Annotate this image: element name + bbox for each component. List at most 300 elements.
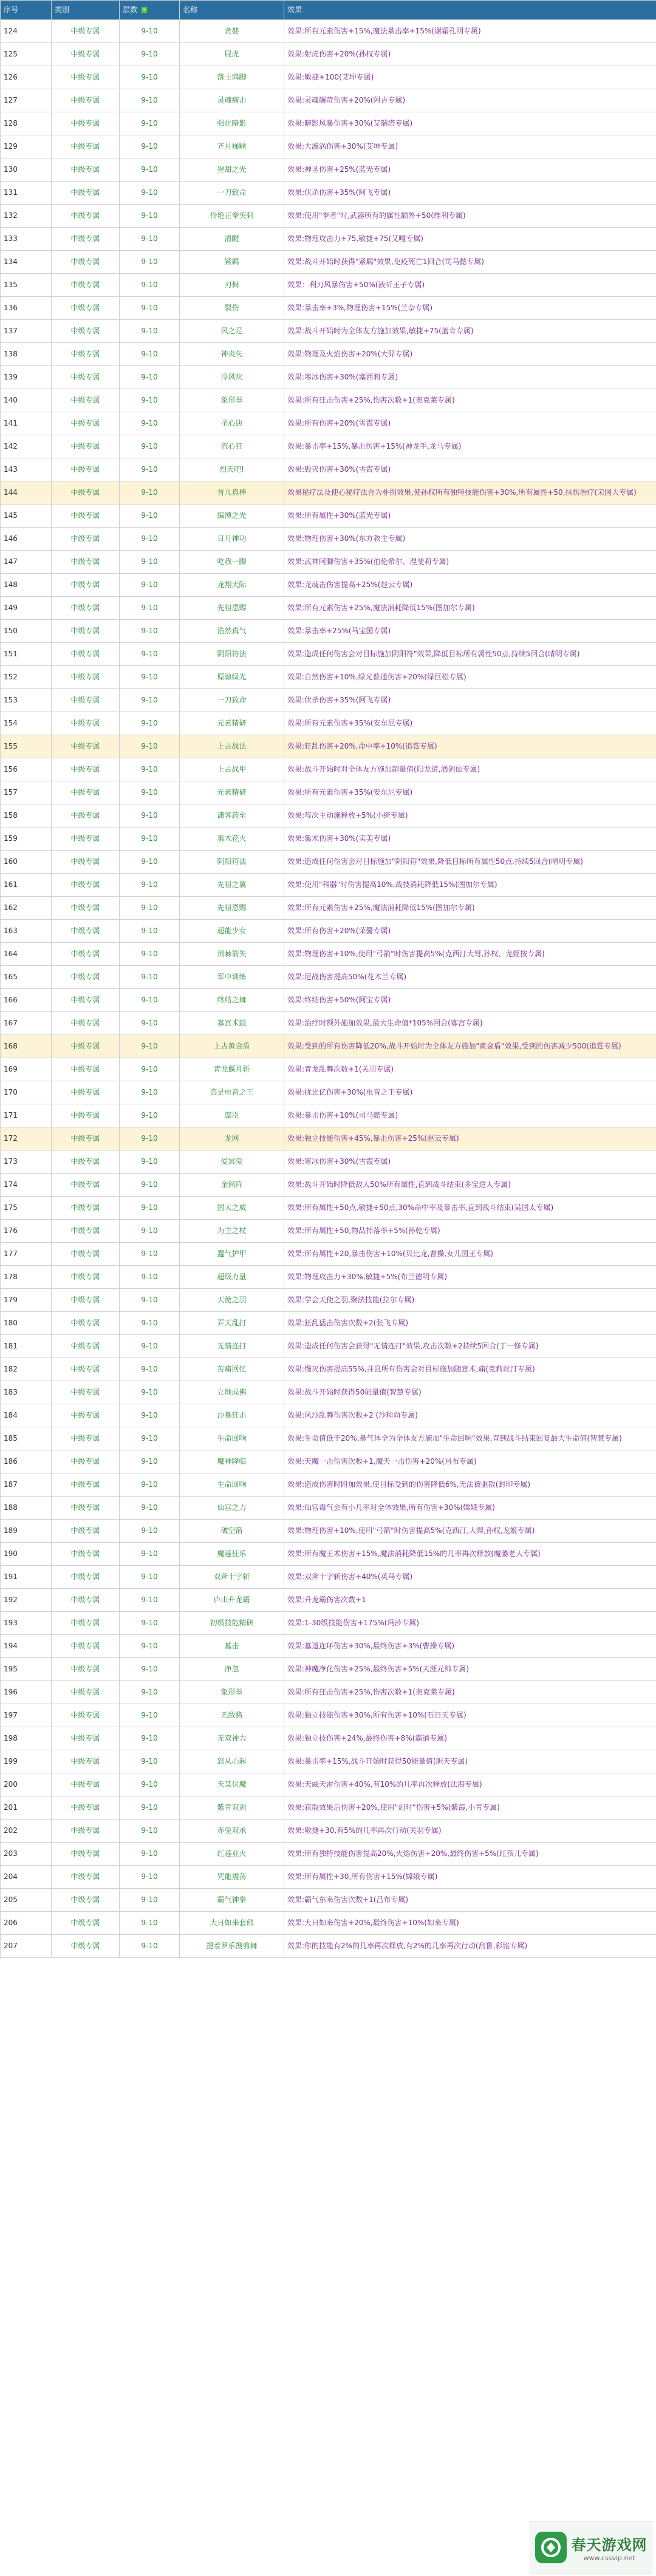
cell-category[interactable]: 中级专属 — [52, 712, 120, 735]
cell-no[interactable]: 157 — [1, 781, 52, 804]
cell-effect[interactable]: 效果:集术伤害+30%(实美专属) — [284, 828, 656, 851]
cell-category[interactable]: 中级专属 — [52, 528, 120, 551]
cell-level[interactable]: 9-10 — [120, 1889, 180, 1912]
table-row[interactable] — [1, 920, 656, 943]
cell-level[interactable]: 9-10 — [120, 1243, 180, 1266]
table-row[interactable] — [1, 689, 656, 712]
cell-no[interactable]: 135 — [1, 274, 52, 297]
cell-category[interactable]: 中级专属 — [52, 274, 120, 297]
cell-no[interactable]: 177 — [1, 1243, 52, 1266]
cell-no[interactable]: 138 — [1, 343, 52, 366]
cell-effect[interactable]: 效果:伏杀伤害+35%(阿飞专属) — [284, 182, 656, 205]
cell-name[interactable]: 屁虎 — [180, 43, 284, 66]
cell-category[interactable]: 中级专属 — [52, 1589, 120, 1612]
cell-level[interactable]: 9-10 — [120, 458, 180, 481]
cell-no[interactable]: 141 — [1, 412, 52, 435]
table-row[interactable] — [1, 666, 656, 689]
cell-effect[interactable]: 效果:使用"科器"时伤害提高10%,战技消耗降低15%(图加尔专属) — [284, 874, 656, 897]
cell-name[interactable]: 先祖之翼 — [180, 874, 284, 897]
cell-name[interactable]: 清醒 — [180, 228, 284, 251]
table-row[interactable] — [1, 1450, 656, 1473]
cell-name[interactable]: 先祖恩赐 — [180, 597, 284, 620]
cell-no[interactable]: 153 — [1, 689, 52, 712]
cell-no[interactable]: 178 — [1, 1266, 52, 1289]
cell-effect[interactable]: 效果:1-30级技能伤害+175%(玛莎专属) — [284, 1612, 656, 1635]
cell-category[interactable]: 中级专属 — [52, 135, 120, 158]
cell-name[interactable]: 上古战法 — [180, 735, 284, 758]
cell-effect[interactable]: 效果:暴击伤害+10%(司马懿专属) — [284, 1104, 656, 1127]
table-row[interactable] — [1, 1612, 656, 1635]
cell-level[interactable]: 9-10 — [120, 989, 180, 1012]
cell-category[interactable]: 中级专属 — [52, 1266, 120, 1289]
cell-category[interactable]: 中级专属 — [52, 920, 120, 943]
cell-effect[interactable]: 效果:造成任何伤害会对目标施加阴阳符"效果,降低目标所有属性50点,持续5回合(晴明专属) — [284, 643, 656, 666]
cell-effect[interactable]: 效果:独立技伤害+24%,最终伤害+8%(霸道专属) — [284, 1727, 656, 1750]
cell-effect[interactable]: 效果:造成任何伤害会对目标施加"阴阳符"效果,降低目标所有属性50点,持续5回合(晴明专属) — [284, 851, 656, 874]
cell-level[interactable]: 9-10 — [120, 1935, 180, 1958]
cell-effect[interactable]: 效果:所有伤害+20%(荣馨专属) — [284, 920, 656, 943]
cell-level[interactable]: 9-10 — [120, 1612, 180, 1635]
cell-no[interactable]: 143 — [1, 458, 52, 481]
cell-level[interactable]: 9-10 — [120, 205, 180, 228]
cell-no[interactable]: 129 — [1, 135, 52, 158]
table-row[interactable] — [1, 389, 656, 412]
cell-category[interactable]: 中级专属 — [52, 1727, 120, 1750]
cell-effect[interactable]: 效果:暴击率+15%,暴击伤害+15%(神龙手,龙马专属) — [284, 435, 656, 458]
cell-level[interactable]: 9-10 — [120, 343, 180, 366]
table-row[interactable] — [1, 1358, 656, 1381]
table-row[interactable] — [1, 89, 656, 112]
cell-level[interactable]: 9-10 — [120, 1035, 180, 1058]
cell-name[interactable]: 超级力量 — [180, 1266, 284, 1289]
cell-no[interactable]: 168 — [1, 1035, 52, 1058]
cell-category[interactable]: 中级专属 — [52, 1681, 120, 1704]
cell-effect[interactable]: 效果:独立技能伤害+45%,暴击伤害+25%(赵云专属) — [284, 1127, 656, 1150]
cell-no[interactable]: 189 — [1, 1520, 52, 1543]
cell-name[interactable]: 一刀致命 — [180, 689, 284, 712]
table-row[interactable] — [1, 1681, 656, 1704]
cell-no[interactable]: 136 — [1, 297, 52, 320]
cell-effect[interactable]: 效果:战斗开始时降低敌人50%所有属性,直到战斗结束(多宝道人专属) — [284, 1174, 656, 1197]
cell-effect[interactable]: 效果：利刃风暴伤害+50%(液听王子专属) — [284, 274, 656, 297]
table-row[interactable] — [1, 20, 656, 43]
cell-category[interactable]: 中级专属 — [52, 112, 120, 135]
cell-no[interactable]: 145 — [1, 505, 52, 528]
cell-category[interactable]: 中级专属 — [52, 1912, 120, 1935]
cell-category[interactable]: 中级专属 — [52, 1127, 120, 1150]
table-row[interactable] — [1, 412, 656, 435]
table-row[interactable] — [1, 712, 656, 735]
cell-effect[interactable]: 效果:天威天雷伤害+40%,有10%的几率再次释放(法海专属) — [284, 1773, 656, 1796]
table-row[interactable] — [1, 135, 656, 158]
cell-level[interactable]: 9-10 — [120, 182, 180, 205]
cell-name[interactable]: 元素精研 — [180, 781, 284, 804]
cell-effect[interactable]: 效果:学会天使之羽,聚法技能(拉尔专属) — [284, 1289, 656, 1312]
cell-no[interactable]: 184 — [1, 1404, 52, 1427]
cell-category[interactable]: 中级专属 — [52, 735, 120, 758]
cell-level[interactable]: 9-10 — [120, 828, 180, 851]
cell-effect[interactable]: 效果:所有伤害+20%(雪霞专属) — [284, 412, 656, 435]
cell-level[interactable]: 9-10 — [120, 66, 180, 89]
cell-name[interactable]: 仙宫之力 — [180, 1497, 284, 1520]
cell-effect[interactable]: 效果:敏捷+30,有5%的几率再次行动(关羽专属) — [284, 1820, 656, 1843]
cell-level[interactable]: 9-10 — [120, 112, 180, 135]
header-no[interactable]: 序号 — [1, 1, 52, 20]
cell-name[interactable]: 生命回响 — [180, 1427, 284, 1450]
cell-name[interactable]: 国太之威 — [180, 1197, 284, 1220]
cell-name[interactable]: 落士鸿脚 — [180, 66, 284, 89]
cell-no[interactable]: 127 — [1, 89, 52, 112]
table-row[interactable] — [1, 781, 656, 804]
table-row[interactable] — [1, 1543, 656, 1566]
cell-name[interactable]: 强化暗影 — [180, 112, 284, 135]
cell-no[interactable]: 175 — [1, 1197, 52, 1220]
cell-level[interactable]: 9-10 — [120, 1012, 180, 1035]
cell-effect[interactable]: 效果:大日如来伤害+20%,最终伤害+10%(如来专属) — [284, 1912, 656, 1935]
cell-category[interactable]: 中级专属 — [52, 1035, 120, 1058]
cell-name[interactable]: 龙翔天际 — [180, 574, 284, 597]
cell-category[interactable]: 中级专属 — [52, 1243, 120, 1266]
cell-no[interactable]: 161 — [1, 874, 52, 897]
cell-no[interactable]: 201 — [1, 1796, 52, 1820]
cell-name[interactable]: 为主之杖 — [180, 1220, 284, 1243]
cell-level[interactable]: 9-10 — [120, 1127, 180, 1150]
table-row[interactable] — [1, 620, 656, 643]
cell-no[interactable]: 196 — [1, 1681, 52, 1704]
cell-level[interactable]: 9-10 — [120, 1497, 180, 1520]
cell-effect[interactable]: 效果:所有狂击伤害+25%,伤害次数+1(奥克莱专属) — [284, 389, 656, 412]
cell-level[interactable]: 9-10 — [120, 1473, 180, 1497]
cell-category[interactable]: 中级专属 — [52, 1174, 120, 1197]
cell-effect[interactable]: 效果:战斗开始时获得50能量值(智慧专属) — [284, 1381, 656, 1404]
cell-effect[interactable]: 效果:你的技能有2%的几率再次释放,有2%的几率再次行动(刮鲁,彩铭专属) — [284, 1935, 656, 1958]
cell-effect[interactable]: 效果:所有元素伤害+25%,魔法消耗降低15%(图加尔专属) — [284, 597, 656, 620]
cell-effect[interactable]: 效果:伏杀伤害+35%(阿飞专属) — [284, 689, 656, 712]
cell-level[interactable]: 9-10 — [120, 135, 180, 158]
cell-no[interactable]: 204 — [1, 1866, 52, 1889]
cell-level[interactable]: 9-10 — [120, 1266, 180, 1289]
cell-name[interactable]: 谋臣 — [180, 1104, 284, 1127]
cell-no[interactable]: 195 — [1, 1658, 52, 1681]
cell-level[interactable]: 9-10 — [120, 1289, 180, 1312]
cell-level[interactable]: 9-10 — [120, 20, 180, 43]
cell-no[interactable]: 171 — [1, 1104, 52, 1127]
cell-effect[interactable]: 效果:所有元素伤害+25%,魔法消耗降低15%(图加尔专属) — [284, 897, 656, 920]
cell-name[interactable]: 元素精研 — [180, 712, 284, 735]
table-row[interactable] — [1, 320, 656, 343]
cell-effect[interactable]: 效果:敏捷+100(艾坤专属) — [284, 66, 656, 89]
cell-effect[interactable]: 效果:物理及火焰伤害+20%(大羿专属) — [284, 343, 656, 366]
cell-no[interactable]: 158 — [1, 804, 52, 828]
cell-no[interactable]: 173 — [1, 1150, 52, 1174]
cell-name[interactable]: 终结之舞 — [180, 989, 284, 1012]
cell-category[interactable]: 中级专属 — [52, 1427, 120, 1450]
cell-level[interactable]: 9-10 — [120, 666, 180, 689]
table-row[interactable] — [1, 1058, 656, 1081]
cell-no[interactable]: 162 — [1, 897, 52, 920]
table-row[interactable] — [1, 1012, 656, 1035]
table-row[interactable] — [1, 505, 656, 528]
cell-name[interactable]: 沙暴狂击 — [180, 1404, 284, 1427]
cell-category[interactable]: 中级专属 — [52, 851, 120, 874]
header-category[interactable]: 类别 — [52, 1, 120, 20]
cell-level[interactable]: 9-10 — [120, 389, 180, 412]
cell-level[interactable]: 9-10 — [120, 712, 180, 735]
cell-name[interactable]: 吃我一脚 — [180, 551, 284, 574]
cell-category[interactable]: 中级专属 — [52, 158, 120, 182]
table-row[interactable] — [1, 1796, 656, 1820]
cell-no[interactable]: 134 — [1, 251, 52, 274]
cell-no[interactable]: 142 — [1, 435, 52, 458]
cell-name[interactable]: 寡宫术鼓 — [180, 1012, 284, 1035]
cell-effect[interactable]: 效果:所有元素伤害+35%(安东尼专属) — [284, 712, 656, 735]
cell-no[interactable]: 128 — [1, 112, 52, 135]
cell-no[interactable]: 179 — [1, 1289, 52, 1312]
cell-name[interactable]: 贪婪 — [180, 20, 284, 43]
cell-name[interactable]: 生命回响 — [180, 1473, 284, 1497]
cell-effect[interactable]: 效果:战斗开始时获得"紧羁"效果,免疫死亡1回合(司马懿专属) — [284, 251, 656, 274]
cell-no[interactable]: 139 — [1, 366, 52, 389]
cell-level[interactable]: 9-10 — [120, 1866, 180, 1889]
cell-name[interactable]: 阴阳符法 — [180, 851, 284, 874]
table-row[interactable] — [1, 1566, 656, 1589]
cell-category[interactable]: 中级专属 — [52, 1220, 120, 1243]
cell-no[interactable]: 183 — [1, 1381, 52, 1404]
cell-name[interactable]: 刃舞 — [180, 274, 284, 297]
cell-level[interactable]: 9-10 — [120, 1912, 180, 1935]
table-row[interactable] — [1, 966, 656, 989]
cell-name[interactable]: 破空箭 — [180, 1520, 284, 1543]
cell-name[interactable]: 紧羁 — [180, 251, 284, 274]
cell-category[interactable]: 中级专属 — [52, 435, 120, 458]
cell-name[interactable]: 圣心诀 — [180, 412, 284, 435]
cell-effect[interactable]: 效果:所有属性+20,暴击伤害+10%(贝比龙,曹操,女儿国王专属) — [284, 1243, 656, 1266]
cell-level[interactable]: 9-10 — [120, 1081, 180, 1104]
cell-category[interactable]: 中级专属 — [52, 251, 120, 274]
cell-effect[interactable]: 效果:物理攻击力+75,敏捷+75(艾嘎专属) — [284, 228, 656, 251]
cell-no[interactable]: 185 — [1, 1427, 52, 1450]
cell-effect[interactable]: 效果:所有属性+50,物品掉落率+5%(孙乾专属) — [284, 1220, 656, 1243]
cell-level[interactable]: 9-10 — [120, 1197, 180, 1220]
cell-effect[interactable]: 效果:墓道连环伤害+30%,最终伤害+3%(曹操专属) — [284, 1635, 656, 1658]
cell-name[interactable]: 裂伤 — [180, 297, 284, 320]
cell-level[interactable]: 9-10 — [120, 1427, 180, 1450]
cell-level[interactable]: 9-10 — [120, 851, 180, 874]
cell-category[interactable]: 中级专属 — [52, 1889, 120, 1912]
cell-effect[interactable]: 效果:寒冰伤害+30%(雪霞专属) — [284, 1150, 656, 1174]
header-effect[interactable]: 效果 — [284, 1, 656, 20]
cell-category[interactable]: 中级专属 — [52, 505, 120, 528]
cell-no[interactable]: 197 — [1, 1704, 52, 1727]
cell-no[interactable]: 174 — [1, 1174, 52, 1197]
table-row[interactable] — [1, 1704, 656, 1727]
cell-no[interactable]: 126 — [1, 66, 52, 89]
cell-category[interactable]: 中级专属 — [52, 1566, 120, 1589]
table-row[interactable] — [1, 758, 656, 781]
table-row[interactable] — [1, 458, 656, 481]
table-row[interactable] — [1, 435, 656, 458]
cell-no[interactable]: 147 — [1, 551, 52, 574]
cell-effect[interactable]: 效果:慢灭伤害提高55%,并且所有伤害会对目标施加随意术,痛(克莉丝汀专属) — [284, 1358, 656, 1381]
cell-no[interactable]: 186 — [1, 1450, 52, 1473]
cell-category[interactable]: 中级专属 — [52, 297, 120, 320]
cell-name[interactable]: 象形拳 — [180, 1681, 284, 1704]
cell-level[interactable]: 9-10 — [120, 1773, 180, 1796]
cell-no[interactable]: 146 — [1, 528, 52, 551]
cell-name[interactable]: 无双神力 — [180, 1727, 284, 1750]
table-row[interactable] — [1, 1220, 656, 1243]
cell-effect[interactable]: 效果:物理攻击力+30%,敏捷+5%(布兰德明专属) — [284, 1266, 656, 1289]
header-level[interactable] — [120, 1, 180, 20]
cell-category[interactable]: 中级专属 — [52, 1381, 120, 1404]
cell-category[interactable]: 中级专属 — [52, 943, 120, 966]
table-row[interactable] — [1, 1866, 656, 1889]
cell-level[interactable]: 9-10 — [120, 1681, 180, 1704]
cell-effect[interactable]: 效果:战斗开始时为全体友方施加效果,敏捷+75(蓝肯专属) — [284, 320, 656, 343]
table-row[interactable] — [1, 1727, 656, 1750]
cell-category[interactable]: 中级专属 — [52, 758, 120, 781]
cell-category[interactable]: 中级专属 — [52, 389, 120, 412]
cell-no[interactable]: 132 — [1, 205, 52, 228]
cell-category[interactable]: 中级专属 — [52, 1704, 120, 1727]
cell-category[interactable]: 中级专属 — [52, 1612, 120, 1635]
cell-no[interactable]: 192 — [1, 1589, 52, 1612]
cell-level[interactable]: 9-10 — [120, 228, 180, 251]
cell-name[interactable]: 青龙偃月斩 — [180, 1058, 284, 1081]
cell-level[interactable]: 9-10 — [120, 274, 180, 297]
cell-level[interactable]: 9-10 — [120, 1312, 180, 1335]
cell-effect[interactable]: 效果:所有属性+30,所有伤害+15%(嫦娥专属) — [284, 1866, 656, 1889]
cell-no[interactable]: 172 — [1, 1127, 52, 1150]
cell-effect[interactable]: 效果:战斗开始时对全体友方施加超量值(阳龙道,酒剑仙专属) — [284, 758, 656, 781]
cell-category[interactable]: 中级专属 — [52, 1658, 120, 1681]
table-row[interactable] — [1, 182, 656, 205]
cell-category[interactable]: 中级专属 — [52, 1450, 120, 1473]
table-row[interactable] — [1, 251, 656, 274]
table-row[interactable] — [1, 1404, 656, 1427]
cell-level[interactable]: 9-10 — [120, 758, 180, 781]
table-row[interactable] — [1, 1473, 656, 1497]
table-row[interactable] — [1, 1635, 656, 1658]
cell-name[interactable]: 齐月梯颗 — [180, 135, 284, 158]
table-row[interactable] — [1, 1427, 656, 1450]
cell-category[interactable]: 中级专属 — [52, 1335, 120, 1358]
cell-no[interactable]: 181 — [1, 1335, 52, 1358]
cell-name[interactable]: 大日如来套佛 — [180, 1912, 284, 1935]
cell-no[interactable]: 167 — [1, 1012, 52, 1035]
cell-name[interactable]: 一刀致命 — [180, 182, 284, 205]
cell-level[interactable]: 9-10 — [120, 874, 180, 897]
cell-effect[interactable]: 效果:暗影风暴伤害+30%(艾瑞塔专属) — [284, 112, 656, 135]
cell-no[interactable]: 144 — [1, 481, 52, 505]
cell-category[interactable]: 中级专属 — [52, 620, 120, 643]
cell-no[interactable]: 164 — [1, 943, 52, 966]
cell-level[interactable]: 9-10 — [120, 528, 180, 551]
cell-category[interactable]: 中级专属 — [52, 1866, 120, 1889]
cell-name[interactable]: 超能少女 — [180, 920, 284, 943]
cell-no[interactable]: 188 — [1, 1497, 52, 1520]
cell-category[interactable]: 中级专属 — [52, 643, 120, 666]
cell-name[interactable]: 军中训练 — [180, 966, 284, 989]
cell-name[interactable]: 阴阳符法 — [180, 643, 284, 666]
cell-name[interactable]: 霸气神拳 — [180, 1889, 284, 1912]
cell-name[interactable]: 魔神降临 — [180, 1450, 284, 1473]
cell-name[interactable]: 灵魂痛击 — [180, 89, 284, 112]
cell-name[interactable]: 荆棘箭矢 — [180, 943, 284, 966]
cell-category[interactable]: 中级专属 — [52, 989, 120, 1012]
table-row[interactable] — [1, 343, 656, 366]
cell-category[interactable]: 中级专属 — [52, 966, 120, 989]
cell-effect[interactable]: 效果:双斧十字斩伤害+40%(英马专属) — [284, 1566, 656, 1589]
table-row[interactable] — [1, 851, 656, 874]
cell-effect[interactable]: 效果:大漩涡伤害+30%(艾坤专属) — [284, 135, 656, 158]
cell-no[interactable]: 160 — [1, 851, 52, 874]
cell-no[interactable]: 148 — [1, 574, 52, 597]
cell-effect[interactable]: 效果:所有元素伤害+15%,魔法暴击率+15%(谢霜孔明专属) — [284, 20, 656, 43]
table-row[interactable] — [1, 528, 656, 551]
cell-no[interactable]: 150 — [1, 620, 52, 643]
cell-name[interactable]: 伶艳正拳突刺 — [180, 205, 284, 228]
cell-level[interactable]: 9-10 — [120, 1381, 180, 1404]
cell-effect[interactable]: 效果:暴击率+3%,物理伤害+15%(兰奈专属) — [284, 297, 656, 320]
cell-level[interactable]: 9-10 — [120, 920, 180, 943]
cell-effect[interactable]: 效果:天魔一击伤害次数+1,魔天一击伤害+20%(吕布专属) — [284, 1450, 656, 1473]
cell-name[interactable]: 潇客药至 — [180, 804, 284, 828]
cell-effect[interactable]: 效果:暴击率+15%,战斗开始时获得50能量值(胆天专属) — [284, 1750, 656, 1773]
table-row[interactable] — [1, 897, 656, 920]
cell-category[interactable]: 中级专属 — [52, 89, 120, 112]
cell-level[interactable]: 9-10 — [120, 1796, 180, 1820]
cell-level[interactable]: 9-10 — [120, 1404, 180, 1427]
cell-category[interactable]: 中级专属 — [52, 1635, 120, 1658]
cell-level[interactable]: 9-10 — [120, 435, 180, 458]
cell-effect[interactable]: 效果:风沙乱舞伤害次数+2 (沙和尚专属) — [284, 1404, 656, 1427]
table-row[interactable] — [1, 1820, 656, 1843]
cell-level[interactable]: 9-10 — [120, 1150, 180, 1174]
cell-level[interactable]: 9-10 — [120, 1843, 180, 1866]
cell-category[interactable]: 中级专属 — [52, 1750, 120, 1773]
table-row[interactable] — [1, 1127, 656, 1150]
cell-level[interactable]: 9-10 — [120, 1358, 180, 1381]
cell-name[interactable]: 烈天吧! — [180, 458, 284, 481]
cell-no[interactable]: 206 — [1, 1912, 52, 1935]
cell-category[interactable]: 中级专属 — [52, 481, 120, 505]
cell-level[interactable]: 9-10 — [120, 1566, 180, 1589]
cell-category[interactable]: 中级专属 — [52, 182, 120, 205]
cell-category[interactable]: 中级专属 — [52, 205, 120, 228]
cell-no[interactable]: 180 — [1, 1312, 52, 1335]
table-row[interactable] — [1, 1335, 656, 1358]
table-row[interactable] — [1, 1150, 656, 1174]
cell-effect[interactable]: 效果:暴击率+25%(马宝国专属) — [284, 620, 656, 643]
cell-category[interactable]: 中级专属 — [52, 43, 120, 66]
table-row[interactable] — [1, 1912, 656, 1935]
cell-level[interactable]: 9-10 — [120, 320, 180, 343]
cell-level[interactable]: 9-10 — [120, 966, 180, 989]
table-row[interactable] — [1, 1935, 656, 1958]
cell-effect[interactable]: 效果:生命值低于20%,暴气体全为全体友方施加"生命回响"效果,直到战斗结束回复最大生命值(智慧专属) — [284, 1427, 656, 1450]
cell-no[interactable]: 182 — [1, 1358, 52, 1381]
cell-effect[interactable]: 效果:所有元素伤害+35%(安东尼专属) — [284, 781, 656, 804]
cell-effect[interactable]: 效果:物理伤害+10%,使用"弓箭"时伤害提高5%(克西汀大弩,孙权、龙姬按专属) — [284, 943, 656, 966]
table-row[interactable] — [1, 205, 656, 228]
cell-level[interactable]: 9-10 — [120, 89, 180, 112]
cell-effect[interactable]: 效果:使用"拳者"时,武器所有的属性额外+50(维利专属) — [284, 205, 656, 228]
cell-level[interactable]: 9-10 — [120, 620, 180, 643]
cell-no[interactable]: 149 — [1, 597, 52, 620]
cell-name[interactable]: 苦痛回忆 — [180, 1358, 284, 1381]
cell-name[interactable]: 紫青双剑 — [180, 1796, 284, 1820]
